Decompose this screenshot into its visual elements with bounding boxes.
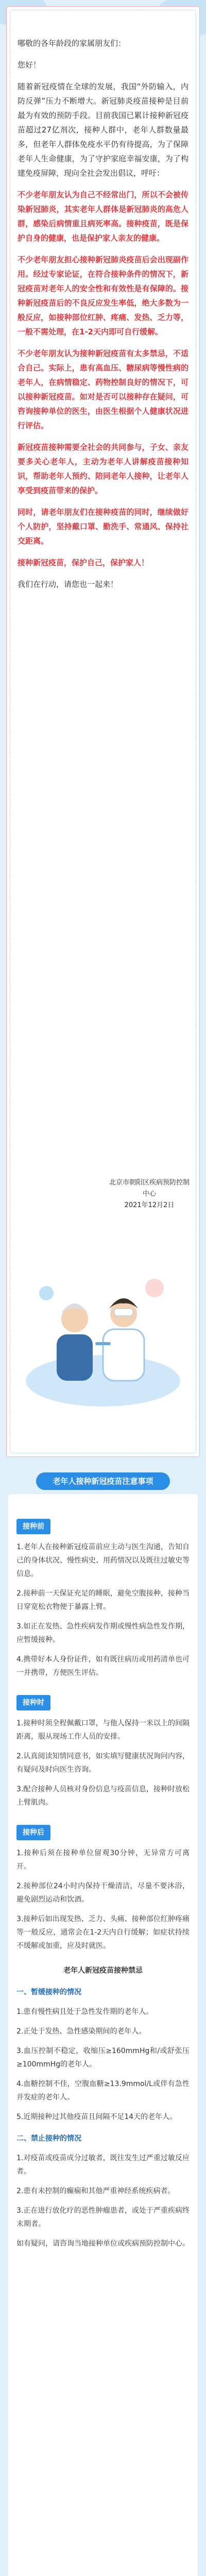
greeting: 哪敬的各年龄段的家属朋友们： <box>18 39 126 48</box>
letter-body <box>18 36 188 599</box>
list-item: 3.血压控制不稳定，收缩压≥160mmHg和/或舒张压≥100mmHg的老年人。 <box>16 2047 190 2069</box>
paragraph: 3.接种后如出现发热、乏力、头痛、接种部位红肿疼痛等一般反应，通常会在1-2天内自行缓解；如症状持续不缓解或加重，应及时就医。 <box>16 1915 190 1950</box>
paragraph: 不少老年朋友认为接种新冠疫苗有太多禁忌，不适合自己。实际上，患有高血压、糖尿病等慢性病的老年人，在病情稳定、药物控制良好的情况下，可以接种新冠疫苗。如对是否可以接种存在疑问，可咨询接种单位的医生，由医生根据个人健康状况进行评估。 <box>18 349 188 430</box>
subheading: 一、暂缓接种的情况 <box>16 1988 81 1996</box>
slogan: 接种新冠疫苗，保护自己，保护家人！ <box>18 558 149 567</box>
notes-banner: 老年人接种新冠疫苗注意事项 <box>36 1472 170 1490</box>
paragraph: 随着新冠疫情在全球的发展，我国“外防输入，内防反弹”压力不断增大。新冠肺炎疫苗接种是目前最为有效的预防手段。目前我国已累计接种新冠疫苗超过27亿剂次，接种人群中，老年人群数量最多，但老年人群体免疫水平仍有待提高，为了保障老年人生命健康，为了守护家庭幸福安康，为了构建免疫屏障，现向全社会发出倡议，呼吁： <box>18 82 188 178</box>
list-item: 1.对疫苗或疫苗成分过敏者，既往发生过严重过敏反应者。 <box>16 2154 190 2176</box>
signature-org: 北京市朝阳区疾病预防控制中心 <box>109 1179 190 1198</box>
paragraph: 2.认真阅读知情同意书，如实填写健康状况询问内容，有疑问及时向医生咨询。 <box>16 1752 190 1774</box>
paragraph: 同时，请老年朋友们在接种疫苗的同时，继续做好个人防护，坚持戴口罩、勤洗手、常通风、保持社交距离。 <box>18 507 188 546</box>
paragraph: 不少老年朋友认为自己不经常出门，所以不会被传染新冠肺炎，其实老年人群体是新冠肺炎的高危人群，感染后病情重且病死率高。接种疫苗，既是保护自身的健康，也是保护家人亲友的健康。 <box>18 190 188 243</box>
notes-section <box>0 1463 206 2576</box>
paragraph: 1.接种时须全程佩戴口罩，与他人保持一米以上的间隔距离，服从现场工作人员的安排。 <box>16 1719 190 1741</box>
list-item: 5.近期接种过其他疫苗且间隔不足14天的老年人。 <box>16 2113 177 2121</box>
paragraph: 新冠疫苗接种需要全社会的共同参与，子女、亲友要多关心老年人，主动为老年人讲解疫苗接种知识，帮助老年人预约、陪同老年人接种，让老年人享受到疫苗带来的保护。 <box>18 443 188 495</box>
notes-body <box>16 1510 190 2257</box>
signature-date: 2021年12月2日 <box>124 1201 175 1209</box>
list-item: 2.正处于发热、急性感染期间的老年人。 <box>16 2027 146 2036</box>
list-item: 1.患有慢性病且处于急性发作期的老年人。 <box>16 2008 153 2016</box>
contraindication-heading: 老年人新冠疫苗接种禁忌 <box>63 1967 143 1975</box>
paragraph: 1.老年人在接种新冠疫苗前应主动与医生沟通，告知自己的身体状况、慢性病史、用药情况以及既往过敏史等信息。 <box>16 1543 190 1578</box>
signature <box>108 1177 191 1211</box>
paragraph: 2.接种部位24小时内保持干燥清洁，尽量不要沐浴，避免剧烈运动和饮酒。 <box>16 1882 190 1904</box>
hello: 您好！ <box>18 60 41 70</box>
list-item: 2.患有未控制的癫痫和其他严重神经系统疾病者。 <box>16 2187 175 2195</box>
section-heading: 接种后 <box>16 1825 50 1840</box>
slogan: 我们在行动，请您也一起来！ <box>18 580 118 589</box>
paragraph: 3.如正在发热、急性疾病发作期或慢性病急性发作期，应暂缓接种。 <box>16 1622 190 1644</box>
section-heading: 接种前 <box>16 1519 50 1534</box>
paragraph: 2.接种前一天保证充足的睡眠，避免空腹接种，接种当日穿宽松衣物便于暴露上臂。 <box>16 1589 190 1611</box>
paragraph: 1.接种后须在接种单位留观30分钟，无异常方可离开。 <box>16 1849 190 1871</box>
closing: 如有疑问，请咨询当地接种单位或疾病预防控制中心。 <box>16 2240 190 2248</box>
list-item: 4.血糖控制不佳，空腹血糖≥13.9mmol/L或伴有急性并发症的老年人。 <box>16 2080 190 2102</box>
subheading: 二、禁止接种的情况 <box>16 2134 81 2143</box>
paragraph: 4.携带好本人身份证件，如有既往病历或用药清单也可一并携带，方便医生评估。 <box>16 1655 190 1677</box>
vaccination-illustration <box>0 1226 206 1443</box>
section-heading: 接种时 <box>16 1695 50 1710</box>
paragraph: 3.配合接种人员核对身份信息与疫苗信息，接种时放松上臂肌肉。 <box>16 1785 190 1807</box>
list-item: 3.正在进行放化疗的恶性肿瘤患者，或处于严重疾病终末期者。 <box>16 2207 190 2228</box>
paragraph: 不少老年朋友担心接种新冠肺炎疫苗后会出现副作用。经过专家论证，在符合接种条件的情况下，新冠疫苗对老年人的安全性和有效性是有保障的。接种新冠疫苗后的不良反应发生率低，绝大多数为一般反应，如接种部位红肿、疼痛、发热、乏力等，一般不需处理，在1-2天内即可自行缓解。 <box>18 255 188 336</box>
